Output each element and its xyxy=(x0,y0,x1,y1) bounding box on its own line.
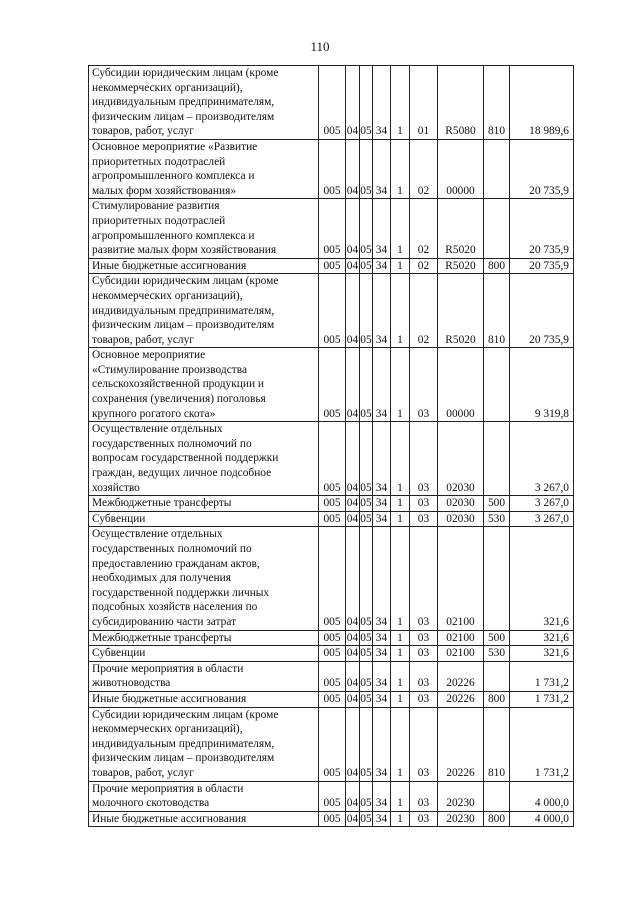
vr-cell: 800 xyxy=(484,811,510,827)
row-name-line: государственных полномочий по xyxy=(92,437,252,450)
ved-cell: 005 xyxy=(319,707,346,781)
row-name-line: «Стимулирование производства xyxy=(92,363,248,376)
rz-cell: 04 xyxy=(346,707,360,781)
table-row xyxy=(89,707,574,781)
budget-table xyxy=(88,65,574,827)
rz-cell: 04 xyxy=(346,274,360,348)
event-cell: 02 xyxy=(410,274,438,348)
program-cell: 34 xyxy=(373,691,391,707)
ved-cell: 005 xyxy=(319,691,346,707)
row-name-line: Основное мероприятие xyxy=(92,349,206,362)
pr-cell: 05 xyxy=(360,139,373,198)
row-name-cell xyxy=(89,691,319,707)
row-name-line: некоммерческих организаций), xyxy=(92,289,243,302)
row-name-line: государственной поддержки личных xyxy=(92,586,270,599)
row-name-line: Осуществление отдельных xyxy=(92,423,223,436)
direction-cell: 20226 xyxy=(438,691,484,707)
event-cell: 03 xyxy=(410,527,438,630)
table-row xyxy=(89,422,574,496)
direction-cell: 02100 xyxy=(438,646,484,662)
direction-cell: R5080 xyxy=(438,66,484,140)
ved-cell: 005 xyxy=(319,661,346,691)
sum-cell: 3 267,0 xyxy=(510,422,574,496)
direction-cell: 02030 xyxy=(438,422,484,496)
row-name-cell xyxy=(89,258,319,274)
vr-cell: 800 xyxy=(484,691,510,707)
event-cell: 03 xyxy=(410,348,438,422)
table-row xyxy=(89,811,574,827)
row-name-line: Стимулирование развития xyxy=(92,200,220,213)
direction-cell: 00000 xyxy=(438,139,484,198)
direction-cell: 20230 xyxy=(438,811,484,827)
pr-cell: 05 xyxy=(360,661,373,691)
vr-cell xyxy=(484,661,510,691)
sum-cell: 321,6 xyxy=(510,527,574,630)
sum-cell: 1 731,2 xyxy=(510,707,574,781)
row-name-line: Межбюджетные трансферты xyxy=(92,631,232,644)
pr-cell: 05 xyxy=(360,274,373,348)
row-name-cell xyxy=(89,199,319,258)
subprogram-cell: 1 xyxy=(391,646,410,662)
row-name-cell xyxy=(89,781,319,811)
pr-cell: 05 xyxy=(360,630,373,646)
vr-cell xyxy=(484,781,510,811)
row-name-cell xyxy=(89,422,319,496)
table-row xyxy=(89,630,574,646)
row-name-cell xyxy=(89,707,319,781)
rz-cell: 04 xyxy=(346,199,360,258)
row-name-line: физическим лицам – производителям xyxy=(92,752,275,765)
row-name-line: животноводства xyxy=(92,677,171,690)
row-name-line: развитие малых форм хозяйствования xyxy=(92,244,277,257)
row-name-cell xyxy=(89,139,319,198)
row-name-line: необходимых для получения xyxy=(92,572,231,585)
rz-cell: 04 xyxy=(346,422,360,496)
subprogram-cell: 1 xyxy=(391,691,410,707)
subprogram-cell: 1 xyxy=(391,66,410,140)
direction-cell: R5020 xyxy=(438,274,484,348)
row-name-line: подсобных хозяйств населения по xyxy=(92,601,258,614)
table-row xyxy=(89,781,574,811)
row-name-line: товаров, работ, услуг xyxy=(92,125,194,138)
row-name-cell xyxy=(89,348,319,422)
rz-cell: 04 xyxy=(346,781,360,811)
program-cell: 34 xyxy=(373,630,391,646)
table-row xyxy=(89,646,574,662)
rz-cell: 04 xyxy=(346,139,360,198)
program-cell: 34 xyxy=(373,496,391,512)
row-name-line: Иные бюджетные ассигнования xyxy=(92,259,247,272)
ved-cell: 005 xyxy=(319,66,346,140)
table-body xyxy=(89,66,574,827)
pr-cell: 05 xyxy=(360,511,373,527)
event-cell: 03 xyxy=(410,646,438,662)
rz-cell: 04 xyxy=(346,527,360,630)
row-name-line: Иные бюджетные ассигнования xyxy=(92,692,247,705)
subprogram-cell: 1 xyxy=(391,496,410,512)
pr-cell: 05 xyxy=(360,781,373,811)
event-cell: 02 xyxy=(410,139,438,198)
subprogram-cell: 1 xyxy=(391,258,410,274)
event-cell: 03 xyxy=(410,496,438,512)
subprogram-cell: 1 xyxy=(391,527,410,630)
program-cell: 34 xyxy=(373,66,391,140)
row-name-line: Прочие мероприятия в области xyxy=(92,782,244,795)
pr-cell: 05 xyxy=(360,496,373,512)
page-number: 110 xyxy=(310,39,330,54)
ved-cell: 005 xyxy=(319,422,346,496)
vr-cell: 800 xyxy=(484,258,510,274)
subprogram-cell: 1 xyxy=(391,511,410,527)
direction-cell: 02030 xyxy=(438,511,484,527)
table-row xyxy=(89,274,574,348)
pr-cell: 05 xyxy=(360,691,373,707)
row-name-line: товаров, работ, услуг xyxy=(92,333,194,346)
sum-cell: 3 267,0 xyxy=(510,511,574,527)
event-cell: 01 xyxy=(410,66,438,140)
subprogram-cell: 1 xyxy=(391,811,410,827)
vr-cell xyxy=(484,527,510,630)
vr-cell: 500 xyxy=(484,630,510,646)
program-cell: 34 xyxy=(373,781,391,811)
sum-cell: 321,6 xyxy=(510,630,574,646)
subprogram-cell: 1 xyxy=(391,199,410,258)
ved-cell: 005 xyxy=(319,811,346,827)
vr-cell xyxy=(484,139,510,198)
ved-cell: 005 xyxy=(319,496,346,512)
ved-cell: 005 xyxy=(319,630,346,646)
sum-cell: 9 319,8 xyxy=(510,348,574,422)
table-row xyxy=(89,661,574,691)
row-name-cell xyxy=(89,630,319,646)
ved-cell: 005 xyxy=(319,527,346,630)
row-name-line: индивидуальным предпринимателям, xyxy=(92,737,275,750)
row-name-line: некоммерческих организаций), xyxy=(92,81,243,94)
subprogram-cell: 1 xyxy=(391,630,410,646)
pr-cell: 05 xyxy=(360,66,373,140)
vr-cell: 500 xyxy=(484,496,510,512)
row-name-line: товаров, работ, услуг xyxy=(92,766,194,779)
rz-cell: 04 xyxy=(346,691,360,707)
row-name-line: малых форм хозяйствования» xyxy=(92,184,237,197)
row-name-line: сельскохозяйственной продукции и xyxy=(92,378,264,391)
row-name-line: государственных полномочий по xyxy=(92,543,252,555)
row-name-line: физическим лицам – производителям xyxy=(92,110,275,123)
sum-cell: 20 735,9 xyxy=(510,274,574,348)
ved-cell: 005 xyxy=(319,274,346,348)
row-name-line: Прочие мероприятия в области xyxy=(92,662,244,675)
ved-cell: 005 xyxy=(319,199,346,258)
row-name-line: индивидуальным предпринимателям, xyxy=(92,96,275,109)
subprogram-cell: 1 xyxy=(391,661,410,691)
row-name-cell xyxy=(89,274,319,348)
row-name-line: Иные бюджетные ассигнования xyxy=(92,812,247,825)
table-row xyxy=(89,66,574,140)
row-name-cell xyxy=(89,527,319,630)
pr-cell: 05 xyxy=(360,707,373,781)
rz-cell: 04 xyxy=(346,496,360,512)
ved-cell: 005 xyxy=(319,646,346,662)
row-name-line: молочного скотоводства xyxy=(92,797,210,810)
row-name-line: агропромышленного комплекса и xyxy=(92,229,255,242)
program-cell: 34 xyxy=(373,274,391,348)
direction-cell: 02100 xyxy=(438,527,484,630)
row-name-cell xyxy=(89,646,319,662)
row-name-line: Межбюджетные трансферты xyxy=(92,497,232,510)
vr-cell: 810 xyxy=(484,66,510,140)
event-cell: 03 xyxy=(410,630,438,646)
row-name-line: Субсидии юридическим лицам (кроме xyxy=(92,275,279,288)
program-cell: 34 xyxy=(373,348,391,422)
row-name-line: крупного рогатого скота» xyxy=(92,407,216,420)
table-row xyxy=(89,527,574,630)
rz-cell: 04 xyxy=(346,630,360,646)
row-name-cell xyxy=(89,661,319,691)
sum-cell: 4 000,0 xyxy=(510,781,574,811)
event-cell: 03 xyxy=(410,661,438,691)
pr-cell: 05 xyxy=(360,199,373,258)
program-cell: 34 xyxy=(373,422,391,496)
direction-cell: R5020 xyxy=(438,258,484,274)
row-name-line: некоммерческих организаций), xyxy=(92,723,243,736)
sum-cell: 3 267,0 xyxy=(510,496,574,512)
table-row xyxy=(89,348,574,422)
sum-cell: 321,6 xyxy=(510,646,574,662)
table-row xyxy=(89,199,574,258)
row-name-line: Субвенции xyxy=(92,647,146,660)
event-cell: 03 xyxy=(410,781,438,811)
event-cell: 03 xyxy=(410,422,438,496)
pr-cell: 05 xyxy=(360,527,373,630)
subprogram-cell: 1 xyxy=(391,274,410,348)
event-cell: 03 xyxy=(410,691,438,707)
row-name-line: Субвенции xyxy=(92,512,146,525)
ved-cell: 005 xyxy=(319,258,346,274)
row-name-line: Осуществление отдельных xyxy=(92,528,223,541)
vr-cell xyxy=(484,199,510,258)
pr-cell: 05 xyxy=(360,258,373,274)
row-name-line: сохранения (увеличения) поголовья xyxy=(92,393,266,406)
row-name-cell xyxy=(89,66,319,140)
vr-cell: 530 xyxy=(484,646,510,662)
row-name-line: Субсидии юридическим лицам (кроме xyxy=(92,67,279,79)
table-row xyxy=(89,511,574,527)
rz-cell: 04 xyxy=(346,511,360,527)
sum-cell: 20 735,9 xyxy=(510,258,574,274)
program-cell: 34 xyxy=(373,661,391,691)
rz-cell: 04 xyxy=(346,811,360,827)
vr-cell xyxy=(484,422,510,496)
sum-cell: 1 731,2 xyxy=(510,691,574,707)
row-name-line: вопросам государственной поддержки xyxy=(92,452,279,465)
row-name-line: индивидуальным предпринимателям, xyxy=(92,304,275,317)
row-name-cell xyxy=(89,811,319,827)
event-cell: 02 xyxy=(410,199,438,258)
program-cell: 34 xyxy=(373,258,391,274)
row-name-line: предоставлению гражданам актов, xyxy=(92,557,260,570)
program-cell: 34 xyxy=(373,511,391,527)
table-row xyxy=(89,258,574,274)
rz-cell: 04 xyxy=(346,348,360,422)
ved-cell: 005 xyxy=(319,139,346,198)
sum-cell: 1 731,2 xyxy=(510,661,574,691)
row-name-line: хозяйство xyxy=(92,481,140,494)
event-cell: 03 xyxy=(410,707,438,781)
table-row xyxy=(89,691,574,707)
subprogram-cell: 1 xyxy=(391,348,410,422)
row-name-cell xyxy=(89,511,319,527)
direction-cell: 00000 xyxy=(438,348,484,422)
event-cell: 03 xyxy=(410,511,438,527)
ved-cell: 005 xyxy=(319,348,346,422)
event-cell: 03 xyxy=(410,811,438,827)
row-name-line: приоритетных подотраслей xyxy=(92,155,226,168)
ved-cell: 005 xyxy=(319,781,346,811)
pr-cell: 05 xyxy=(360,811,373,827)
pr-cell: 05 xyxy=(360,646,373,662)
rz-cell: 04 xyxy=(346,258,360,274)
program-cell: 34 xyxy=(373,811,391,827)
direction-cell: 02030 xyxy=(438,496,484,512)
subprogram-cell: 1 xyxy=(391,422,410,496)
vr-cell xyxy=(484,348,510,422)
rz-cell: 04 xyxy=(346,66,360,140)
sum-cell: 18 989,6 xyxy=(510,66,574,140)
program-cell: 34 xyxy=(373,527,391,630)
subprogram-cell: 1 xyxy=(391,707,410,781)
row-name-line: агропромышленного комплекса и xyxy=(92,170,255,183)
table-row xyxy=(89,139,574,198)
row-name-line: граждан, ведущих личное подсобное xyxy=(92,467,272,480)
sum-cell: 20 735,9 xyxy=(510,199,574,258)
row-name-cell xyxy=(89,496,319,512)
ved-cell: 005 xyxy=(319,511,346,527)
row-name-line: Основное мероприятие «Развитие xyxy=(92,140,258,153)
rz-cell: 04 xyxy=(346,646,360,662)
subprogram-cell: 1 xyxy=(391,781,410,811)
sum-cell: 20 735,9 xyxy=(510,139,574,198)
direction-cell: 20226 xyxy=(438,707,484,781)
row-name-line: приоритетных подотраслей xyxy=(92,214,226,227)
program-cell: 34 xyxy=(373,199,391,258)
table-row xyxy=(89,496,574,512)
row-name-line: физическим лицам – производителям xyxy=(92,319,275,332)
direction-cell: 20230 xyxy=(438,781,484,811)
vr-cell: 810 xyxy=(484,707,510,781)
program-cell: 34 xyxy=(373,139,391,198)
event-cell: 02 xyxy=(410,258,438,274)
subprogram-cell: 1 xyxy=(391,139,410,198)
program-cell: 34 xyxy=(373,707,391,781)
direction-cell: 20226 xyxy=(438,661,484,691)
program-cell: 34 xyxy=(373,646,391,662)
direction-cell: 02100 xyxy=(438,630,484,646)
sum-cell: 4 000,0 xyxy=(510,811,574,827)
direction-cell: R5020 xyxy=(438,199,484,258)
rz-cell: 04 xyxy=(346,661,360,691)
row-name-line: Субсидии юридическим лицам (кроме xyxy=(92,708,279,721)
vr-cell: 810 xyxy=(484,274,510,348)
pr-cell: 05 xyxy=(360,422,373,496)
row-name-line: субсидированию части затрат xyxy=(92,615,237,628)
vr-cell: 530 xyxy=(484,511,510,527)
pr-cell: 05 xyxy=(360,348,373,422)
